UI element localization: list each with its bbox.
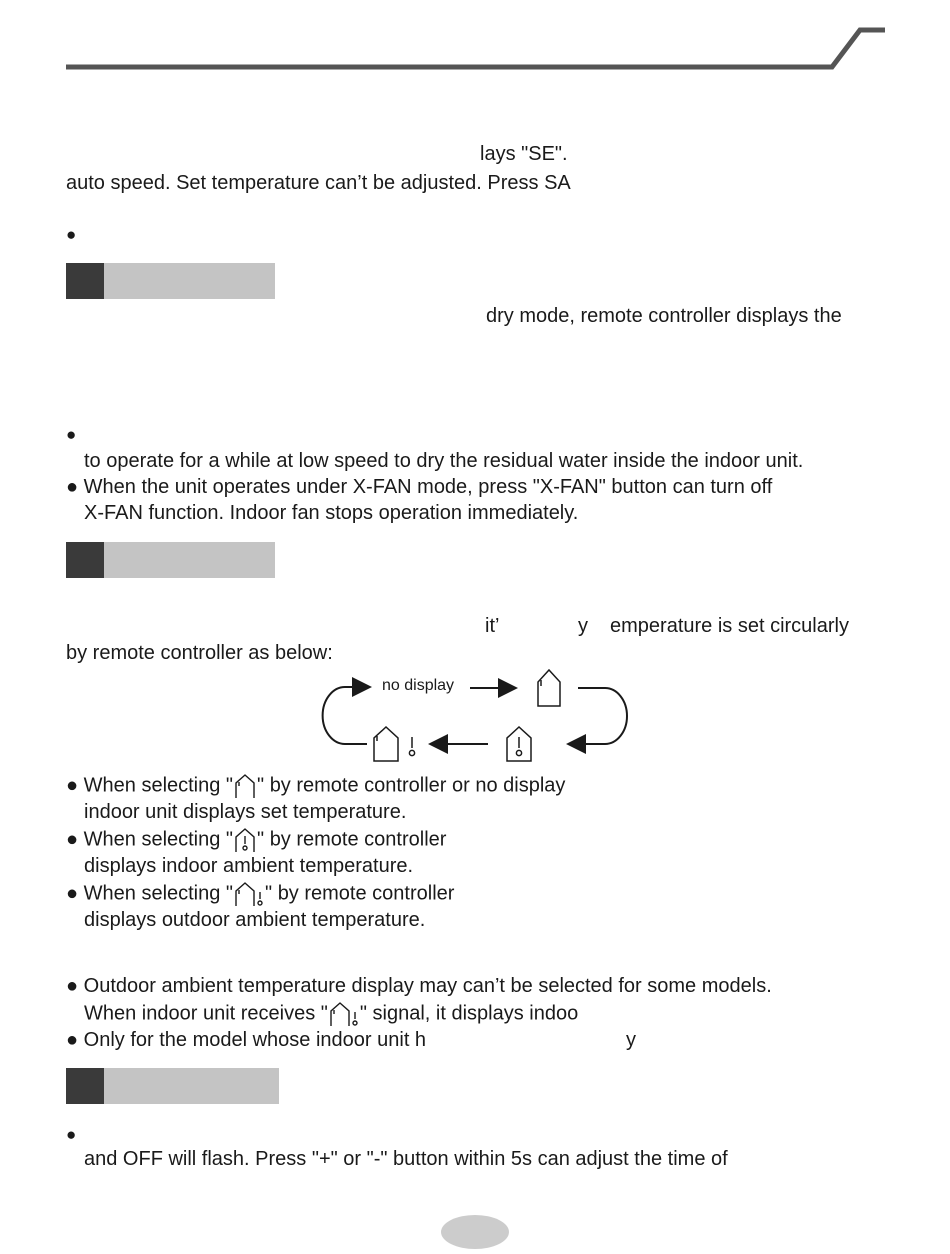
outdoor-temperature-icon [328, 1001, 360, 1027]
bullet: ● [66, 1125, 77, 1144]
display-cycle-diagram [300, 660, 640, 770]
text-line: emperature is set circularly [610, 615, 849, 637]
outdoor-temperature-icon [233, 881, 265, 907]
text-line: lays "SE". [480, 143, 568, 165]
bullet: ● [66, 225, 77, 244]
text-fragment: it’ [485, 615, 500, 637]
bullet-item: ● When selecting " " by remote controller [66, 827, 446, 853]
text-fragment: y [626, 1029, 636, 1051]
no-display-label: no display [382, 677, 455, 694]
header-rule [0, 0, 950, 80]
page-number-oval [441, 1215, 509, 1249]
text-line: auto speed. Set temperature can’t be adjusted. Press SA [66, 172, 571, 194]
outdoor-temperature-icon [374, 727, 415, 761]
section-header-bar [66, 542, 275, 578]
bullet-item: ● When selecting " " by remote controller or no display [66, 773, 565, 799]
indoor-temperature-icon [507, 727, 531, 761]
text-line: dry mode, remote controller displays the [486, 305, 842, 327]
bullet: ● [66, 425, 77, 444]
text-line: displays indoor ambient temperature. [84, 855, 414, 877]
bullet-item: ● When the unit operates under X-FAN mode, press "X-FAN" button can turn off [66, 476, 773, 498]
indoor-temperature-icon [233, 827, 257, 853]
bullet-item: ● Outdoor ambient temperature display may can’t be selected for some models. [66, 975, 772, 997]
bullet-item: ● Only for the model whose indoor unit h [66, 1029, 427, 1051]
text-line: by remote controller as below: [66, 642, 333, 664]
text-line: X-FAN function. Indoor fan stops operation immediately. [84, 502, 579, 524]
section-header-bar [66, 263, 275, 299]
set-temperature-icon [233, 773, 257, 799]
text-line: displays outdoor ambient temperature. [84, 909, 426, 931]
text-line: indoor unit displays set temperature. [84, 801, 407, 823]
set-temperature-icon [538, 670, 560, 706]
text-line: and OFF will flash. Press "+" or "-" button within 5s can adjust the time of [84, 1148, 728, 1170]
text-fragment: y [578, 615, 588, 637]
text-line: When indoor unit receives " " signal, it displays indoo [84, 1001, 578, 1027]
text-line: to operate for a while at low speed to dry the residual water inside the indoor unit. [84, 450, 804, 472]
section-header-bar [66, 1068, 279, 1104]
bullet-item: ● When selecting " " by remote controller [66, 881, 454, 907]
